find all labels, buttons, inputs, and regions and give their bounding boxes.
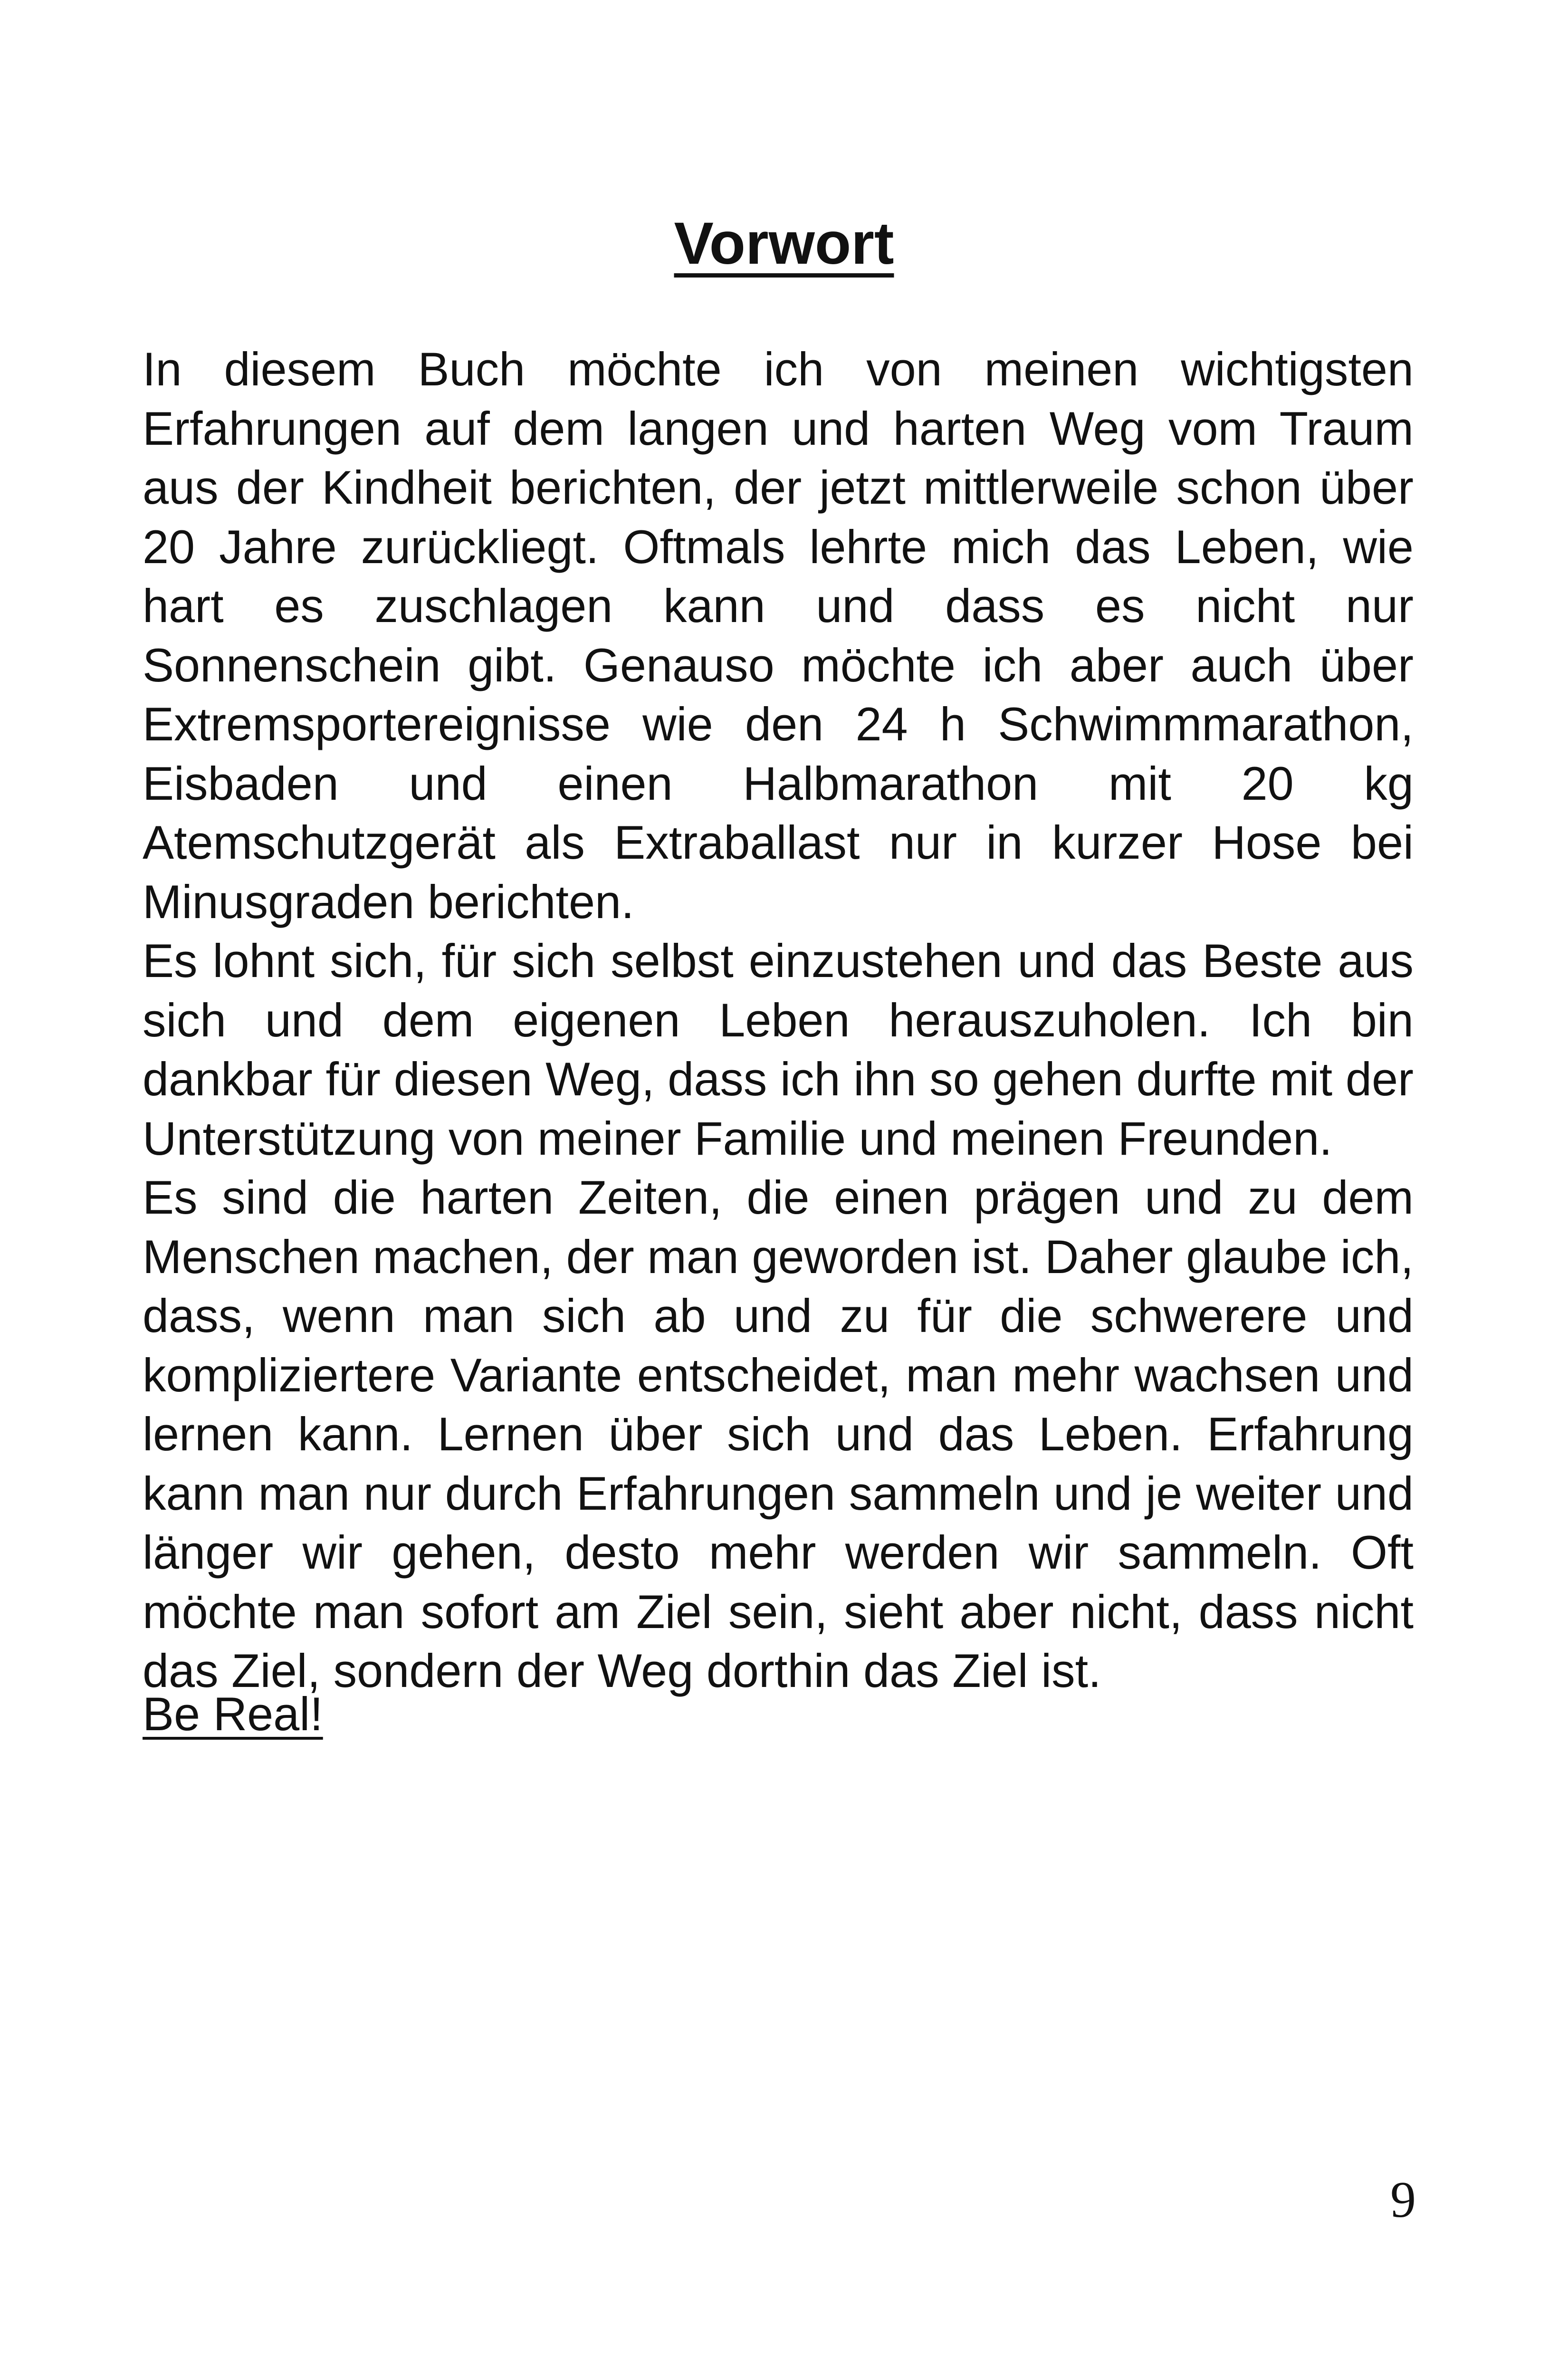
body-text <box>143 340 1414 1701</box>
page-title: Vorwort <box>674 211 894 277</box>
paragraph-hard-times: Es sind die harten Zeiten, die einen prägen und zu dem Menschen machen, der man geworden ist. Daher glaube ich, dass, wenn man sich ab und zu für die schwerere und kompliziertere Variante entscheidet, man mehr wachsen und lernen kann. Lernen über sich und das Leben. Erfahrung kann man nur durch Erfahrungen sammeln und je weiter und länger wir gehen, desto mehr werden wir sammeln. Oft möchte man sofort am Ziel sein, sieht aber nicht, dass nicht das Ziel, sondern der Weg dorthin das Ziel ist. <box>143 1171 1414 1697</box>
paragraph-gratitude: Es lohnt sich, für sich selbst einzustehen und das Beste aus sich und dem eigenen Leben herauszuholen. Ich bin dankbar für diesen Weg, dass ich ihn so gehen durfte mit der Unterstützung von meiner Familie und meinen Freunden. <box>143 934 1414 1165</box>
closing-line: Be Real! <box>143 1687 323 1740</box>
paragraph-intro: In diesem Buch möchte ich von meinen wichtigsten Erfahrungen auf dem langen und harten Weg vom Traum aus der Kindheit berichten, der jetzt mittlerweile schon über 20 Jahre zurückliegt. Oftmals lehrte mich das Leben, wie hart es zuschlagen kann und dass es nicht nur Sonnenschein gibt. Genauso möchte ich aber auch über Extremsportereignisse wie den 24 h Schwimmmarathon, Eisbaden und einen Halbmarathon mit 20 kg Atemschutzgerät als Extraballast nur in kurzer Hose bei Minusgraden berichten. <box>143 343 1414 928</box>
page-number: 9 <box>1390 2172 1416 2228</box>
